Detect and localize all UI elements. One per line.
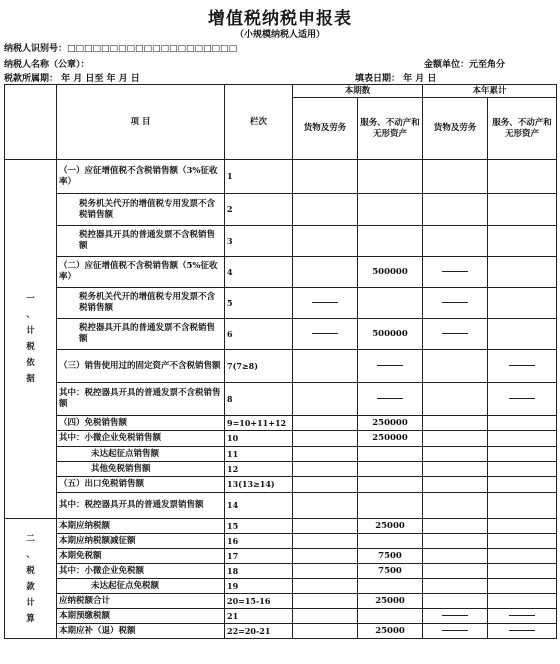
table-row <box>5 226 557 257</box>
goods-current-cell[interactable] <box>293 431 358 447</box>
services-current-cell[interactable]: 250000 <box>358 431 423 447</box>
services-ytd-cell[interactable] <box>488 519 557 534</box>
table-row <box>5 609 557 624</box>
goods-ytd-cell[interactable] <box>423 549 488 564</box>
table-row <box>5 462 557 477</box>
row-line-number: 13(13≥14) <box>225 477 293 493</box>
row-item-label: 税务机关代开的增值税专用发票不含税销售额 <box>57 288 225 319</box>
goods-ytd-cell[interactable] <box>423 194 488 226</box>
services-ytd-cell[interactable] <box>488 594 557 609</box>
goods-current-cell[interactable] <box>293 564 358 579</box>
table-row <box>5 493 557 519</box>
goods-ytd-cell[interactable] <box>423 609 488 624</box>
section-char: 、 <box>26 549 35 560</box>
services-current-cell[interactable] <box>358 160 423 194</box>
not-applicable-dash <box>442 630 468 631</box>
row-line-number: 3 <box>225 226 293 257</box>
table-row <box>5 564 557 579</box>
services-ytd-cell[interactable] <box>488 534 557 549</box>
row-line-number: 4 <box>225 257 293 288</box>
services-ytd-cell[interactable] <box>488 431 557 447</box>
section-tax-calculation <box>5 519 57 639</box>
row-line-number: 11 <box>225 447 293 462</box>
services-current-cell[interactable]: 25000 <box>358 519 423 534</box>
goods-ytd-cell[interactable] <box>423 624 488 639</box>
row-item-label: 应纳税额合计 <box>57 594 225 609</box>
goods-current-cell[interactable] <box>293 462 358 477</box>
services-current-cell[interactable]: 250000 <box>358 416 423 431</box>
goods-current-cell[interactable] <box>293 319 358 350</box>
year-to-date-header: 本年累计 <box>423 85 557 98</box>
row-item-label: 税控器具开具的普通发票不含税销售额 <box>57 226 225 257</box>
not-applicable-dash <box>509 365 535 366</box>
services-ytd-cell[interactable] <box>488 288 557 319</box>
goods-ytd-cell[interactable] <box>423 579 488 594</box>
services-current-cell[interactable]: 7500 <box>358 564 423 579</box>
services-ytd-header: 服务、不动产和无形资产 <box>488 98 557 160</box>
row-item-label: 其中：小微企业免税额 <box>57 564 225 579</box>
table-row <box>5 194 557 226</box>
row-line-number: 19 <box>225 579 293 594</box>
goods-current-cell[interactable] <box>293 226 358 257</box>
goods-current-cell[interactable] <box>293 519 358 534</box>
row-line-number: 22=20-21 <box>225 624 293 639</box>
not-applicable-dash <box>442 302 468 303</box>
row-line-number: 16 <box>225 534 293 549</box>
row-line-number: 10 <box>225 431 293 447</box>
form-subtitle: （小规模纳税人适用） <box>234 30 325 40</box>
row-line-number: 20=15-16 <box>225 594 293 609</box>
goods-ytd-header: 货物及劳务 <box>423 98 488 160</box>
goods-ytd-cell[interactable] <box>423 594 488 609</box>
form-title: 增值税纳税申报表 <box>208 9 352 29</box>
services-ytd-cell[interactable] <box>488 493 557 519</box>
not-applicable-dash <box>312 302 338 303</box>
services-current-cell[interactable] <box>358 462 423 477</box>
goods-current-cell[interactable] <box>293 416 358 431</box>
row-line-number: 5 <box>225 288 293 319</box>
goods-ytd-cell[interactable] <box>423 383 488 416</box>
section-char: 款 <box>26 581 35 592</box>
section-char: 税 <box>26 342 35 352</box>
row-item-label: 未达起征点免税额 <box>57 579 225 594</box>
row-line-number: 2 <box>225 194 293 226</box>
goods-current-cell[interactable] <box>293 350 358 383</box>
row-item-label: （五）出口免税销售额 <box>57 477 225 493</box>
goods-current-cell[interactable] <box>293 194 358 226</box>
services-header: 服务、不动产和无形资产 <box>358 98 423 160</box>
table-row <box>5 579 557 594</box>
table-row <box>5 160 557 194</box>
row-item-label: 本期预缴税额 <box>57 609 225 624</box>
goods-current-cell[interactable] <box>293 288 358 319</box>
row-line-number: 17 <box>225 549 293 564</box>
goods-current-cell[interactable] <box>293 160 358 194</box>
goods-header: 货物及劳务 <box>293 98 358 160</box>
goods-current-cell[interactable] <box>293 477 358 493</box>
goods-ytd-cell[interactable] <box>423 477 488 493</box>
services-current-cell[interactable] <box>358 534 423 549</box>
goods-current-cell[interactable] <box>293 383 358 416</box>
goods-ytd-cell[interactable] <box>423 350 488 383</box>
fill-date-field[interactable]: 填表日期： 年 月 日 <box>355 74 437 84</box>
services-ytd-cell[interactable] <box>488 416 557 431</box>
row-line-number: 21 <box>225 609 293 624</box>
goods-current-cell[interactable] <box>293 579 358 594</box>
services-current-cell[interactable] <box>358 226 423 257</box>
services-ytd-cell[interactable] <box>488 350 557 383</box>
services-ytd-cell[interactable] <box>488 226 557 257</box>
section-char: 一 <box>26 294 35 304</box>
services-ytd-cell[interactable] <box>488 579 557 594</box>
goods-current-cell[interactable] <box>293 493 358 519</box>
table-row <box>5 319 557 350</box>
goods-ytd-cell[interactable] <box>423 416 488 431</box>
row-item-label: 本期应纳税额减征额 <box>57 534 225 549</box>
not-applicable-dash <box>442 333 468 334</box>
goods-ytd-cell[interactable] <box>423 288 488 319</box>
section-char: 依 <box>26 358 35 368</box>
goods-ytd-cell[interactable] <box>423 226 488 257</box>
goods-current-cell[interactable] <box>293 609 358 624</box>
not-applicable-dash <box>312 333 338 334</box>
services-current-cell[interactable] <box>358 194 423 226</box>
tax-return-table <box>4 84 557 639</box>
table-row <box>5 624 557 639</box>
row-item-label: 其中：税控器具开具的普通发票不含税销售额 <box>57 383 225 416</box>
row-item-label: 本期应补（退）税额 <box>57 624 225 639</box>
row-line-number: 7(7≥8) <box>225 350 293 383</box>
table-row <box>5 519 557 534</box>
not-applicable-dash <box>509 630 535 631</box>
row-line-number: 6 <box>225 319 293 350</box>
row-line-number: 8 <box>225 383 293 416</box>
section-char: 据 <box>26 374 35 384</box>
goods-ytd-cell[interactable] <box>423 160 488 194</box>
not-applicable-dash <box>377 365 403 366</box>
goods-ytd-cell[interactable] <box>423 534 488 549</box>
goods-ytd-cell[interactable] <box>423 462 488 477</box>
row-item-label: 本期免税额 <box>57 549 225 564</box>
section-column-header <box>5 85 57 160</box>
services-current-cell[interactable] <box>358 477 423 493</box>
goods-current-cell[interactable] <box>293 534 358 549</box>
table-row <box>5 477 557 493</box>
row-item-label: 未达起征点销售额 <box>57 447 225 462</box>
table-row <box>5 257 557 288</box>
table-row <box>5 534 557 549</box>
row-item-label: （一）应征增值税不含税销售额（3%征收率） <box>57 160 225 194</box>
row-item-label: 其他免税销售额 <box>57 462 225 477</box>
goods-ytd-cell[interactable] <box>423 447 488 462</box>
row-item-label: 税控器具开具的普通发票不含税销售额 <box>57 319 225 350</box>
row-item-label: （四）免税销售额 <box>57 416 225 431</box>
services-ytd-cell[interactable] <box>488 564 557 579</box>
services-current-cell[interactable]: 500000 <box>358 319 423 350</box>
section-char: 计 <box>26 326 35 336</box>
current-period-header: 本期数 <box>293 85 423 98</box>
row-item-label: （二）应征增值税不含税销售额（5%征收率） <box>57 257 225 288</box>
services-ytd-cell[interactable] <box>488 549 557 564</box>
services-ytd-cell[interactable] <box>488 194 557 226</box>
row-line-number: 12 <box>225 462 293 477</box>
services-ytd-cell[interactable] <box>488 477 557 493</box>
row-item-label: 本期应纳税额 <box>57 519 225 534</box>
row-line-number: 9=10+11+12 <box>225 416 293 431</box>
taxpayer-id-field[interactable]: 纳税人识别号：□□□□□□□□□□□□□□□□□□□□ <box>4 44 238 54</box>
table-row <box>5 549 557 564</box>
row-line-number: 18 <box>225 564 293 579</box>
services-current-cell[interactable] <box>358 447 423 462</box>
tax-period-field[interactable]: 税款所属期： 年 月 日至 年 月 日 <box>4 74 140 84</box>
currency-unit: 金额单位：元至角分 <box>424 60 506 70</box>
table-row <box>5 383 557 416</box>
table-row <box>5 416 557 431</box>
goods-current-cell[interactable] <box>293 257 358 288</box>
row-line-number: 15 <box>225 519 293 534</box>
goods-ytd-cell[interactable] <box>423 564 488 579</box>
not-applicable-dash <box>509 398 535 399</box>
services-ytd-cell[interactable] <box>488 319 557 350</box>
row-line-number: 1 <box>225 160 293 194</box>
row-item-label: 税务机关代开的增值税专用发票不含税销售额 <box>57 194 225 226</box>
table-row <box>5 288 557 319</box>
services-ytd-cell[interactable] <box>488 447 557 462</box>
row-item-label: 其中：小微企业免税销售额 <box>57 431 225 447</box>
services-current-cell[interactable] <box>358 609 423 624</box>
section-tax-basis <box>5 160 57 519</box>
services-current-cell[interactable]: 25000 <box>358 594 423 609</box>
item-column-header: 项 目 <box>57 85 225 160</box>
services-ytd-cell[interactable] <box>488 257 557 288</box>
goods-current-cell[interactable] <box>293 447 358 462</box>
section-char: 二 <box>26 533 35 544</box>
line-column-header: 栏次 <box>225 85 293 160</box>
goods-ytd-cell[interactable] <box>423 493 488 519</box>
table-row <box>5 447 557 462</box>
services-current-cell[interactable] <box>358 350 423 383</box>
table-row <box>5 431 557 447</box>
row-item-label: （三）销售使用过的固定资产不含税销售额 <box>57 350 225 383</box>
not-applicable-dash <box>509 615 535 616</box>
not-applicable-dash <box>377 398 403 399</box>
table-row <box>5 594 557 609</box>
section-char: 、 <box>26 310 35 320</box>
services-ytd-cell[interactable] <box>488 462 557 477</box>
services-current-cell[interactable] <box>358 288 423 319</box>
goods-current-cell[interactable] <box>293 624 358 639</box>
services-current-cell[interactable]: 500000 <box>358 257 423 288</box>
goods-ytd-cell[interactable] <box>423 519 488 534</box>
services-ytd-cell[interactable] <box>488 160 557 194</box>
taxpayer-name-field[interactable]: 纳税人名称（公章）： <box>4 60 90 70</box>
goods-ytd-cell[interactable] <box>423 319 488 350</box>
section-char: 算 <box>26 613 35 624</box>
goods-ytd-cell[interactable] <box>423 431 488 447</box>
section-char: 税 <box>26 565 35 576</box>
services-ytd-cell[interactable] <box>488 383 557 416</box>
row-line-number: 14 <box>225 493 293 519</box>
table-row <box>5 350 557 383</box>
row-item-label: 其中：税控器具开具的普通发票销售额 <box>57 493 225 519</box>
services-current-cell[interactable] <box>358 383 423 416</box>
goods-ytd-cell[interactable] <box>423 257 488 288</box>
services-current-cell[interactable]: 25000 <box>358 624 423 639</box>
services-current-cell[interactable] <box>358 493 423 519</box>
services-current-cell[interactable] <box>358 579 423 594</box>
not-applicable-dash <box>442 615 468 616</box>
services-current-cell[interactable]: 7500 <box>358 549 423 564</box>
services-ytd-cell[interactable] <box>488 624 557 639</box>
section-char: 计 <box>26 597 35 608</box>
goods-current-cell[interactable] <box>293 549 358 564</box>
not-applicable-dash <box>442 271 468 272</box>
goods-current-cell[interactable] <box>293 594 358 609</box>
services-ytd-cell[interactable] <box>488 609 557 624</box>
